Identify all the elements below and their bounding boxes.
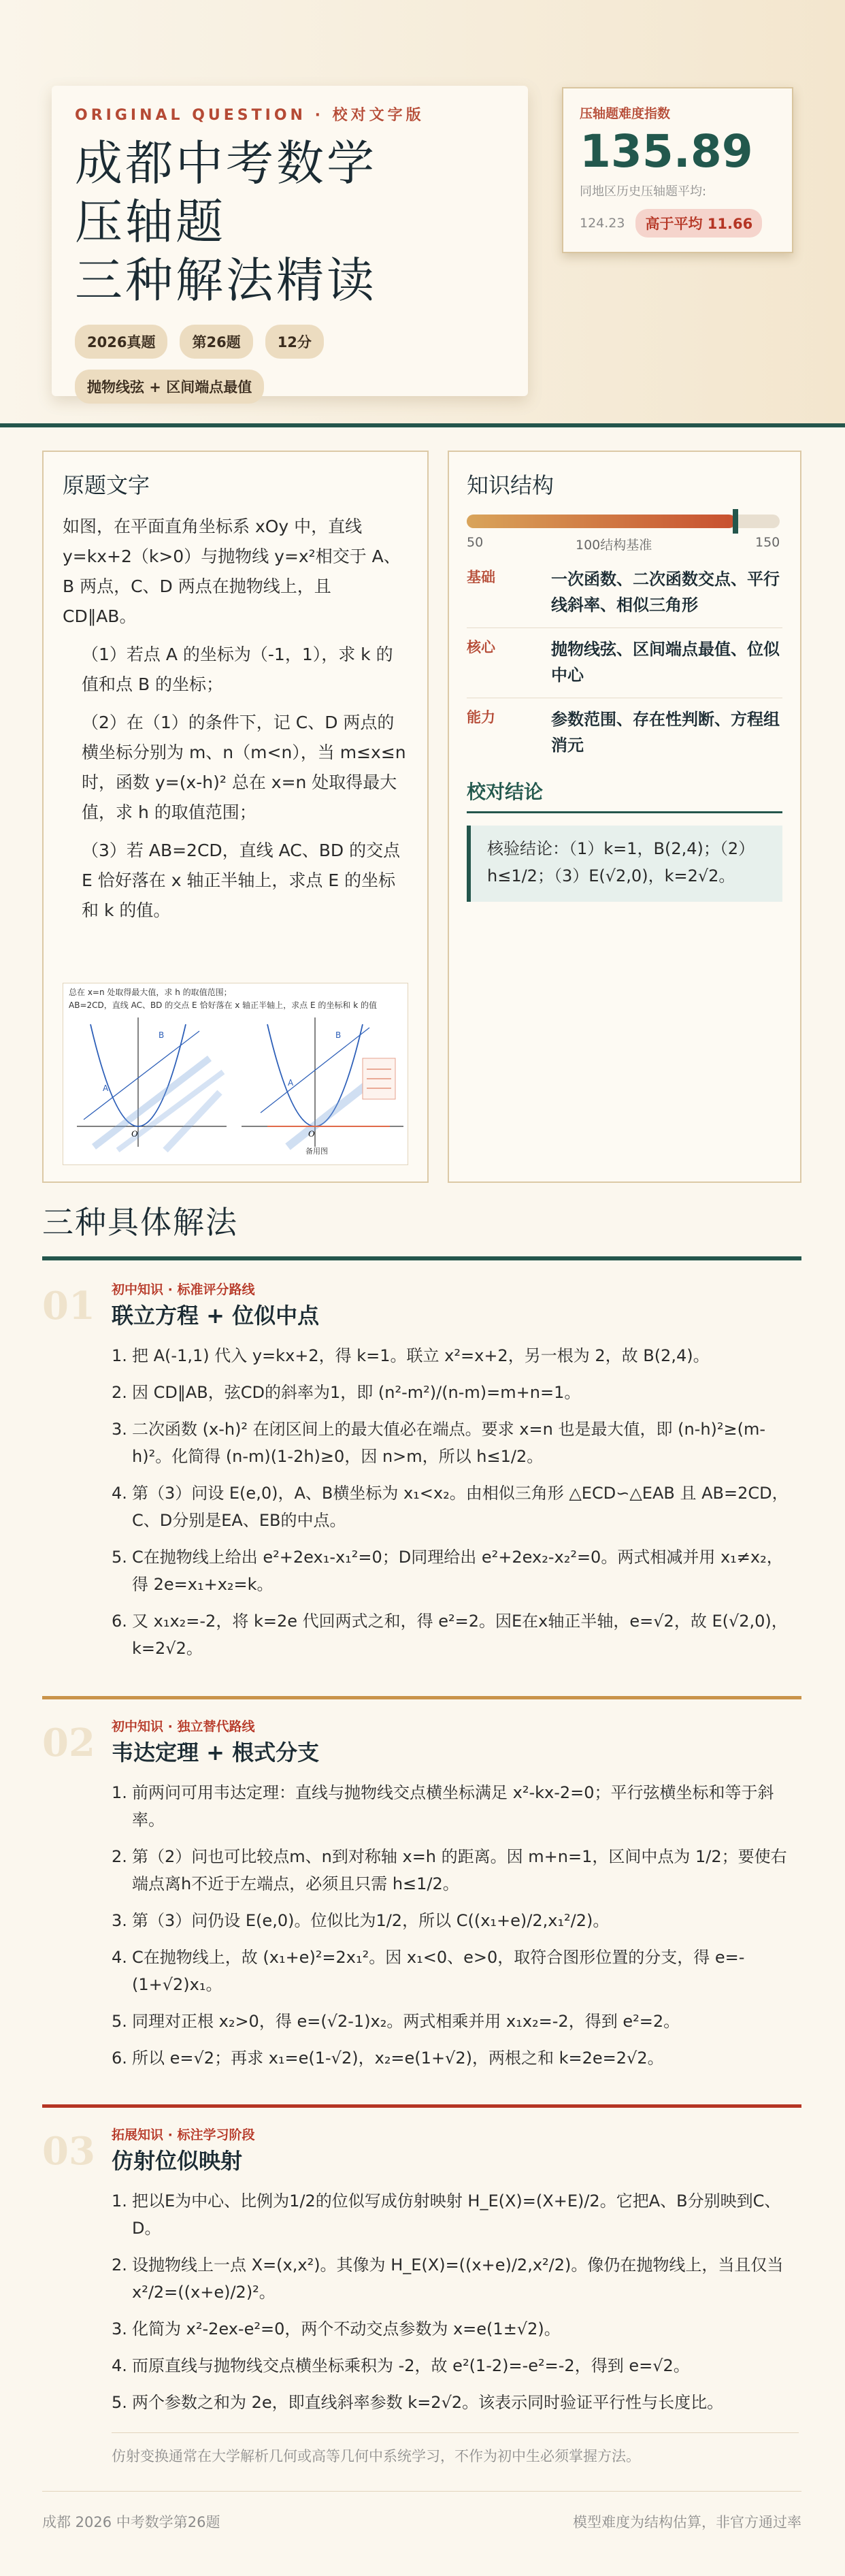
problem-text bbox=[63, 512, 408, 926]
method-number: 02 bbox=[42, 1721, 95, 1765]
bar-marker bbox=[733, 509, 738, 534]
section-title: 三种具体解法 bbox=[42, 1204, 238, 1241]
method-tag: 初中知识 · 标准评分路线 bbox=[112, 1282, 255, 1297]
figure-caption: AB=2CD，直线 AC、BD 的交点 E 恰好落在 x 轴正半轴上，求点 E 的坐标和 k 的值 bbox=[69, 1000, 377, 1010]
step-item: 5. 同理对正根 x₂>0，得 e=(√2-1)x₂。两式相乘并用 x₁x₂=-2，得到 e²=2。 bbox=[112, 2008, 799, 2035]
step-item: 1. 前两问可用韦达定理：直线与抛物线交点横坐标满足 x²-kx-2=0；平行弦横坐标和等于斜率。 bbox=[112, 1779, 799, 1833]
step-text: 二次函数 (x-h)² 在闭区间上的最大值必在端点。要求 x=n 也是最大值，即 (n-h)²≥(m-h)²。化简得 (n-m)(1-2h)≥0，因 n>m，所以 h≤1/2。 bbox=[132, 1420, 766, 1466]
problem-paragraph: 如图，在平面直角坐标系 xOy 中，直线 y=kx+2（k>0）与抛物线 y=x²相交于 A、B 两点，C、D 两点在抛物线上，且 CD∥AB。 bbox=[63, 517, 401, 626]
step-text: 把 A(-1,1) 代入 y=kx+2，得 k=1。联立 x²=x+2，另一根为 2，故 B(2,4)。 bbox=[132, 1346, 710, 1365]
method-divider bbox=[42, 2104, 801, 2108]
step-text: 第（3）问设 E(e,0)，A、B横坐标为 x₁<x₂。由相似三角形 △ECD∽△EAB 且 AB=2CD，C、D分别是EA、EB的中点。 bbox=[132, 1484, 789, 1530]
step-item: 6. 所以 e=√2；再求 x₁=e(1-√2)，x₂=e(1+√2)，两根之和 k=2e=2√2。 bbox=[112, 2044, 799, 2072]
title-line: 压轴题 bbox=[75, 194, 226, 250]
method-number: 03 bbox=[42, 2129, 95, 2174]
step-text: 前两问可用韦达定理：直线与抛物线交点横坐标满足 x²-kx-2=0；平行弦横坐标和等于斜率。 bbox=[132, 1783, 774, 1829]
method-2 bbox=[42, 1716, 801, 2077]
step-text: 因 CD∥AB，弦CD的斜率为1，即 (n²-m²)/(n-m)=m+n=1。 bbox=[132, 1383, 581, 1402]
difficulty-card bbox=[562, 87, 793, 253]
bar-base-label: 100结构基准 bbox=[576, 538, 652, 553]
step-text: 又 x₁x₂=-2，将 k=2e 代回两式之和，得 e²=2。因E在x轴正半轴，e=√2，故 E(√2,0)，k=2√2。 bbox=[132, 1612, 788, 1658]
bar-max-label: 150 bbox=[755, 535, 780, 550]
bar-min-label: 50 bbox=[467, 535, 484, 550]
bar-labels bbox=[467, 535, 782, 553]
parabola-figures bbox=[63, 1011, 408, 1160]
step-item: 2. 设抛物线上一点 X=(x,x²)。其像为 H_E(X)=((x+e)/2,x²/2)。像仍在抛物线上，当且仅当 x²/2=((x+e)/2)²。 bbox=[112, 2251, 799, 2306]
average-label: 同地区历史压轴题平均: bbox=[580, 184, 707, 199]
knowledge-value: 一次函数、二次函数交点、平行线斜率、相似三角形 bbox=[551, 570, 780, 615]
footer-right: 模型难度为结构估算，非官方通过率 bbox=[573, 2514, 801, 2530]
average-value: 124.23 bbox=[580, 216, 625, 231]
step-item: 5. 两个参数之和为 2e，即直线斜率参数 k=2√2。该表示同时验证平行性与长度比。 bbox=[112, 2389, 799, 2416]
step-text: 化简为 x²-2ex-e²=0，两个不动交点参数为 x=e(1±√2)。 bbox=[132, 2319, 561, 2338]
footer bbox=[42, 2511, 801, 2532]
figure-top-text: 总在 x=n 处取得最大值，求 h 的取值范围； bbox=[69, 988, 232, 997]
knowledge-panel bbox=[448, 451, 801, 1183]
svg-text:O: O bbox=[308, 1128, 315, 1139]
topic-chip: 抛物线弦 + 区间端点最值 bbox=[75, 370, 264, 404]
step-item: 5. C在抛物线上给出 e²+2ex₁-x₁²=0；D同理给出 e²+2ex₂-x₂²=0。两式相减并用 x₁≠x₂，得 2e=x₁+x₂=k。 bbox=[112, 1544, 799, 1598]
problem-heading: 原题文字 bbox=[63, 472, 150, 498]
knowledge-value: 参数范围、存在性判断、方程组消元 bbox=[551, 710, 780, 755]
knowledge-row bbox=[467, 698, 782, 768]
svg-text:A: A bbox=[103, 1083, 109, 1093]
method-3 bbox=[42, 2125, 801, 2479]
difficulty-bar bbox=[467, 515, 782, 528]
step-item: 3. 化简为 x²-2ex-e²=0，两个不动交点参数为 x=e(1±√2)。 bbox=[112, 2315, 799, 2343]
title-line: 成都中考数学 bbox=[75, 135, 377, 191]
step-text: 同理对正根 x₂>0，得 e=(√2-1)x₂。两式相乘并用 x₁x₂=-2，得到 e²=2。 bbox=[132, 2012, 680, 2031]
method-number: 01 bbox=[42, 1284, 95, 1328]
title-card bbox=[52, 86, 528, 396]
method-title: 联立方程 + 位似中点 bbox=[112, 1303, 320, 1328]
step-item: 2. 因 CD∥AB，弦CD的斜率为1，即 (n²-m²)/(n-m)=m+n=1。 bbox=[112, 1379, 799, 1406]
step-text: 设抛物线上一点 X=(x,x²)。其像为 H_E(X)=((x+e)/2,x²/2)。像仍在抛物线上，当且仅当 x²/2=((x+e)/2)²。 bbox=[132, 2255, 784, 2302]
method-tag: 拓展知识 · 标注学习阶段 bbox=[112, 2127, 255, 2142]
tag-chip: 2026真题 bbox=[75, 325, 167, 359]
footer-left: 成都 2026 中考数学第26题 bbox=[42, 2514, 220, 2530]
step-item: 4. 第（3）问设 E(e,0)，A、B横坐标为 x₁<x₂。由相似三角形 △ECD∽△EAB 且 AB=2CD，C、D分别是EA、EB的中点。 bbox=[112, 1480, 799, 1534]
step-item: 2. 第（2）问也可比较点m、n到对称轴 x=h 的距离。因 m+n=1，区间中点为 1/2；要使右端点离h不近于左端点，必须且只需 h≤1/2。 bbox=[112, 1843, 799, 1897]
step-item: 4. 而原直线与抛物线交点横坐标乘积为 -2，故 e²(1-2)=-e²=-2，得到 e=√2。 bbox=[112, 2352, 799, 2379]
svg-text:A: A bbox=[288, 1078, 294, 1088]
step-text: 所以 e=√2；再求 x₁=e(1-√2)，x₂=e(1+√2)，两根之和 k=2e=2√2。 bbox=[132, 2049, 664, 2068]
step-text: 第（2）问也可比较点m、n到对称轴 x=h 的距离。因 m+n=1，区间中点为 1/2；要使右端点离h不近于左端点，必须且只需 h≤1/2。 bbox=[132, 1847, 787, 1893]
method-1 bbox=[42, 1279, 801, 1661]
tag-chip: 第26题 bbox=[180, 325, 252, 359]
step-item: 3. 二次函数 (x-h)² 在闭区间上的最大值必在端点。要求 x=n 也是最大值，即 (n-h)²≥(m-h)²。化简得 (n-m)(1-2h)≥0，因 n>m，所以 h≤1/2。 bbox=[112, 1416, 799, 1470]
tag-chips bbox=[75, 325, 505, 359]
svg-text:B: B bbox=[335, 1030, 342, 1040]
method-divider bbox=[42, 1696, 801, 1699]
step-text: 而原直线与抛物线交点横坐标乘积为 -2，故 e²(1-2)=-e²=-2，得到 e=√2。 bbox=[132, 2356, 690, 2375]
above-average-badge: 高于平均 11.66 bbox=[635, 209, 762, 238]
step-text: C在抛物线上，故 (x₁+e)²=2x₁²。因 x₁<0、e>0，取符合图形位置的分支，得 e=-(1+√2)x₁。 bbox=[132, 1948, 745, 1994]
conclusion-heading: 校对结论 bbox=[467, 777, 782, 813]
problem-figure bbox=[63, 983, 408, 1165]
step-item: 1. 把 A(-1,1) 代入 y=kx+2，得 k=1。联立 x²=x+2，另一根为 2，故 B(2,4)。 bbox=[112, 1342, 799, 1369]
knowledge-key: 基础 bbox=[467, 569, 495, 585]
method-tag: 初中知识 · 独立替代路线 bbox=[112, 1719, 255, 1734]
knowledge-key: 核心 bbox=[467, 639, 495, 655]
title-line: 三种解法精读 bbox=[75, 252, 377, 308]
problem-paragraph: （2）在（1）的条件下，记 C、D 两点的横坐标分别为 m、n（m<n），当 m≤x≤n 时，函数 y=(x-h)² 总在 x=n 处取得最大值，求 h 的取值范围； bbox=[82, 713, 406, 822]
conclusion-box: 核验结论：（1）k=1，B(2,4)；（2）h≤1/2；（3）E(√2,0)，k=2√2。 bbox=[467, 826, 782, 902]
knowledge-value: 抛物线弦、区间端点最值、位似中心 bbox=[551, 640, 780, 685]
knowledge-row bbox=[467, 558, 782, 628]
method-steps bbox=[112, 2187, 799, 2426]
problem-paragraph: （1）若点 A 的坐标为（-1，1），求 k 的值和点 B 的坐标； bbox=[82, 645, 393, 694]
method-steps bbox=[112, 1342, 799, 1672]
problem-panel bbox=[42, 451, 429, 1183]
svg-text:O: O bbox=[131, 1128, 138, 1139]
difficulty-value: 135.89 bbox=[580, 125, 753, 178]
step-text: 把以E为中心、比例为1/2的位似写成仿射映射 H_E(X)=(X+E)/2。它把A、B分别映到C、D。 bbox=[132, 2191, 781, 2238]
step-item: 3. 第（3）问仍设 E(e,0)。位似比为1/2，所以 C((x₁+e)/2,x₁²/2)。 bbox=[112, 1907, 799, 1934]
step-text: 两个参数之和为 2e，即直线斜率参数 k=2√2。该表示同时验证平行性与长度比。 bbox=[132, 2393, 724, 2412]
method-note: 仿射变换通常在大学解析几何或高等几何中系统学习，不作为初中生必须掌握方法。 bbox=[112, 2432, 799, 2466]
footer-divider bbox=[42, 2491, 801, 2492]
method-title: 韦达定理 + 根式分支 bbox=[112, 1740, 320, 1765]
difficulty-label: 压轴题难度指数 bbox=[580, 106, 671, 121]
knowledge-row bbox=[467, 628, 782, 698]
knowledge-heading: 知识结构 bbox=[467, 472, 554, 498]
method-steps bbox=[112, 1779, 799, 2081]
svg-text:B: B bbox=[159, 1030, 165, 1040]
method-title: 仿射位似映射 bbox=[112, 2148, 243, 2174]
tag-chip: 12分 bbox=[265, 325, 324, 359]
knowledge-structure bbox=[467, 558, 782, 768]
bar-fill bbox=[467, 515, 735, 528]
step-text: C在抛物线上给出 e²+2ex₁-x₁²=0；D同理给出 e²+2ex₂-x₂²=0。两式相减并用 x₁≠x₂，得 2e=x₁+x₂=k。 bbox=[132, 1548, 783, 1594]
figure-foot-label: 备用图 bbox=[305, 1147, 328, 1156]
step-item: 1. 把以E为中心、比例为1/2的位似写成仿射映射 H_E(X)=(X+E)/2。它把A、B分别映到C、D。 bbox=[112, 2187, 799, 2242]
problem-paragraph: （3）若 AB=2CD，直线 AC、BD 的交点 E 恰好落在 x 轴正半轴上，求点 E 的坐标和 k 的值。 bbox=[82, 841, 401, 920]
step-text: 第（3）问仍设 E(e,0)。位似比为1/2，所以 C((x₁+e)/2,x₁²/2)。 bbox=[132, 1911, 610, 1930]
hero-header bbox=[0, 0, 845, 427]
step-item: 4. C在抛物线上，故 (x₁+e)²=2x₁²。因 x₁<0、e>0，取符合图形位置的分支，得 e=-(1+√2)x₁。 bbox=[112, 1944, 799, 1998]
step-item: 6. 又 x₁x₂=-2，将 k=2e 代回两式之和，得 e²=2。因E在x轴正半轴，e=√2，故 E(√2,0)，k=2√2。 bbox=[112, 1608, 799, 1662]
section-divider bbox=[42, 1256, 801, 1260]
knowledge-key: 能力 bbox=[467, 709, 495, 725]
kicker: ORIGINAL QUESTION · 校对文字版 bbox=[75, 107, 425, 124]
page-title bbox=[75, 134, 505, 310]
